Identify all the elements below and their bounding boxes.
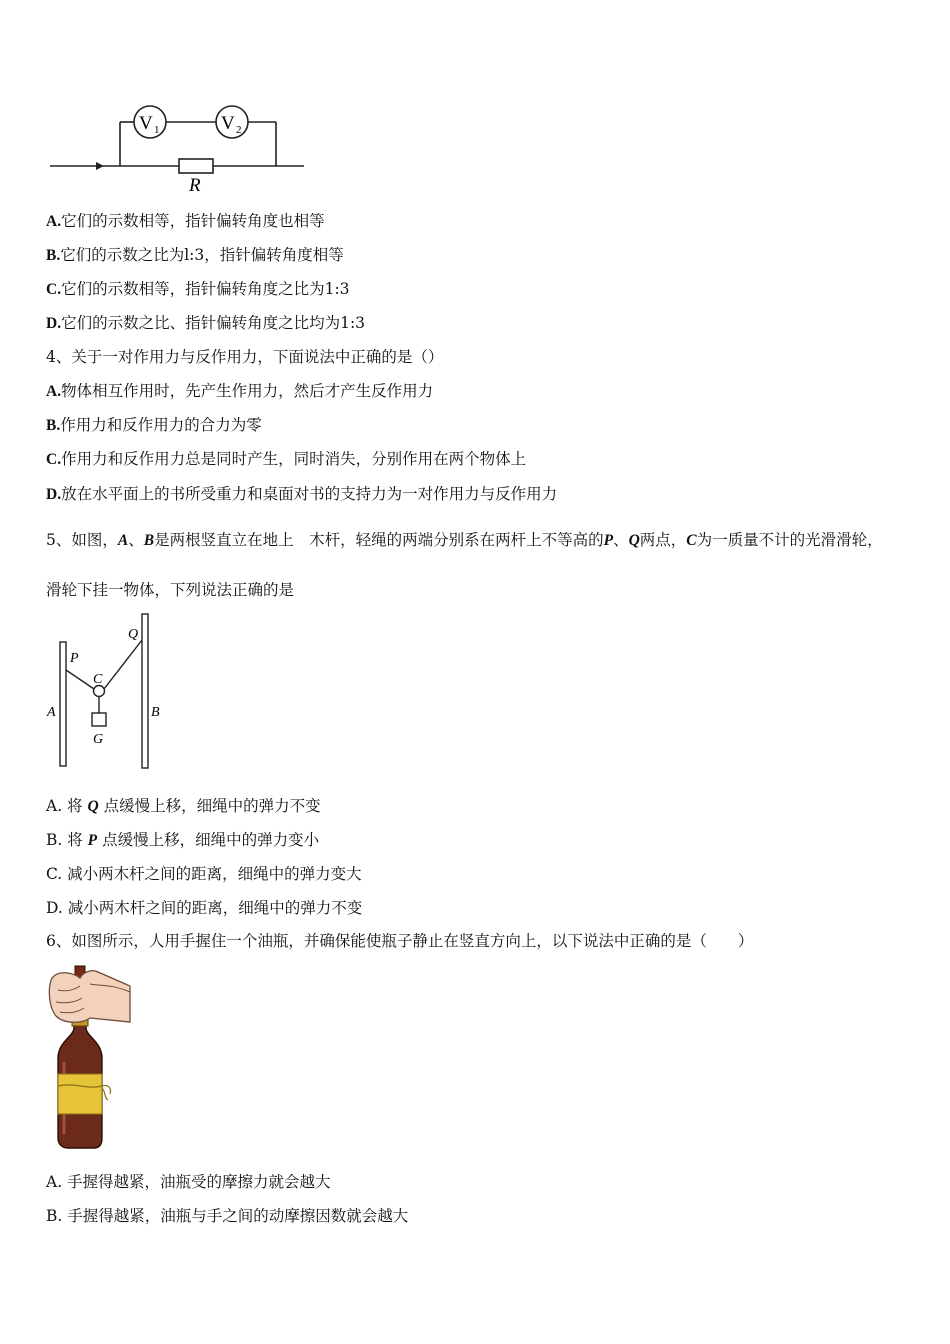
voltmeter-v2 — [216, 106, 248, 138]
q6-option-a: A. 手握得越紧，油瓶受的摩擦力就会越大 — [46, 1173, 331, 1191]
pole-b — [142, 614, 148, 768]
q4-option-c: C.作用力和反作用力总是同时产生，同时消失，分别作用在两个物体上 — [46, 450, 527, 468]
q3-option-a: A.它们的示数相等，指针偏转角度也相等 — [46, 212, 325, 230]
svg-text:B: B — [151, 705, 160, 720]
svg-text:1: 1 — [154, 124, 160, 136]
q5-stem: 5、如图，A、B是两根竖直立在地上 木杆，轻绳的两端分别系在两杆上不等高的P、Q两点，C为一质量不计的光滑滑轮， — [46, 531, 883, 549]
q3-option-c: C.它们的示数相等，指针偏转角度之比为1:3 — [46, 280, 350, 298]
voltmeter-v1 — [134, 106, 166, 138]
hand — [49, 971, 130, 1023]
svg-text:A: A — [47, 705, 56, 720]
weight-g — [92, 713, 106, 726]
q5-option-d: D. 减小两木杆之间的距离，细绳中的弹力不变 — [46, 899, 363, 917]
svg-text:V: V — [139, 113, 153, 134]
svg-text:C: C — [93, 672, 103, 687]
oil-bottle-illustration — [46, 962, 136, 1152]
resistor-label: R — [189, 175, 201, 196]
q6-option-b: B. 手握得越紧，油瓶与手之间的动摩擦因数就会越大 — [46, 1207, 409, 1225]
q5-option-b: B. 将 P 点缓慢上移，细绳中的弹力变小 — [46, 831, 320, 849]
svg-text:2: 2 — [236, 124, 242, 136]
q4-option-a: A.物体相互作用时，先产生作用力，然后才产生反作用力 — [46, 382, 434, 400]
resistor — [179, 159, 213, 173]
q4-option-b: B.作用力和反作用力的合力为零 — [46, 416, 262, 434]
svg-text:Q: Q — [128, 627, 139, 642]
pole-a — [60, 642, 66, 766]
q4-stem: 4、关于一对作用力与反作用力，下面说法中正确的是（） — [46, 348, 444, 366]
q3-option-b: B.它们的示数之比为l:3，指针偏转角度相等 — [46, 246, 344, 264]
pulley-diagram — [44, 610, 174, 775]
pulley-c — [94, 686, 105, 697]
q5-stem-line2: 滑轮下挂一物体，下列说法正确的是 — [46, 581, 295, 599]
circuit-diagram — [46, 100, 316, 200]
q5-option-a: A. 将 Q 点缓慢上移，细绳中的弹力不变 — [46, 797, 321, 815]
svg-text:P: P — [70, 651, 79, 666]
q5-option-c: C. 减小两木杆之间的距离，细绳中的弹力变大 — [46, 865, 362, 883]
q6-stem: 6、如图所示，人用手握住一个油瓶，并确保能使瓶子静止在竖直方向上，以下说法中正确的是（ ） — [46, 932, 754, 950]
svg-text:V: V — [221, 113, 235, 134]
svg-text:G: G — [93, 732, 104, 747]
q3-option-d: D.它们的示数之比、指针偏转角度之比均为1:3 — [46, 314, 366, 332]
bottle-label — [58, 1074, 102, 1114]
q4-option-d: D.放在水平面上的书所受重力和桌面对书的支持力为一对作用力与反作用力 — [46, 485, 558, 503]
